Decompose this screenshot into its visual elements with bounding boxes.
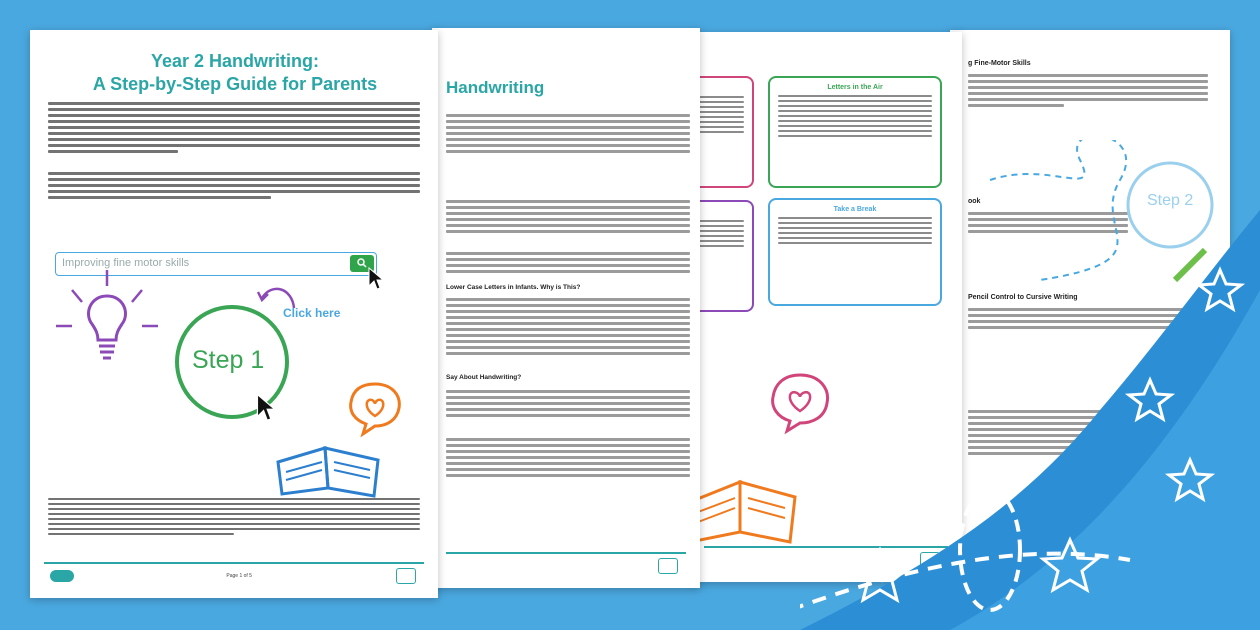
page2-footer bbox=[446, 552, 686, 580]
page2-paragraph-4 bbox=[446, 298, 690, 358]
page2-paragraph-6 bbox=[446, 438, 690, 480]
guide-page-2 bbox=[432, 28, 700, 588]
lightbulb-icon bbox=[52, 266, 162, 376]
page1-intro-paragraph bbox=[48, 102, 420, 156]
box-title-letters-in-air: Letters in the Air bbox=[827, 84, 883, 91]
page2-paragraph-2 bbox=[446, 200, 690, 236]
search-icon bbox=[357, 258, 367, 268]
step-1-label: Step 1 bbox=[192, 346, 265, 374]
page4-heading-cursive: Pencil Control to Cursive Writing bbox=[968, 294, 1078, 301]
decorative-wave-stars bbox=[800, 210, 1260, 630]
page1-instructions-paragraph bbox=[48, 172, 420, 202]
activity-box-letters-in-air bbox=[768, 76, 942, 188]
page2-heading-b: Say About Handwriting? bbox=[446, 374, 522, 381]
step-2-label: Step 2 bbox=[1147, 192, 1194, 209]
page2-title: Handwriting bbox=[446, 78, 545, 97]
page4-heading-book: ook bbox=[968, 198, 981, 205]
page4-heading-top: g Fine-Motor Skills bbox=[968, 60, 1031, 67]
page4-paragraph-1 bbox=[968, 74, 1208, 110]
page1-footer-logo bbox=[396, 568, 416, 584]
guide-page-1 bbox=[30, 30, 438, 598]
page1-footer-page: Page 1 of 5 bbox=[226, 573, 252, 579]
click-here-label: Click here bbox=[283, 306, 341, 320]
page2-heading-a: Lower Case Letters in Infants. Why is This? bbox=[446, 284, 581, 291]
page1-closing-paragraph bbox=[48, 498, 420, 538]
page2-paragraph-1 bbox=[446, 114, 690, 156]
search-input[interactable]: Improving fine motor skills bbox=[62, 257, 190, 269]
page1-title-line-1: Year 2 Handwriting: bbox=[150, 51, 320, 71]
twinkl-logo bbox=[50, 570, 74, 582]
page1-title-line-2: A Step-by-Step Guide for Parents bbox=[92, 74, 378, 94]
page1-footer bbox=[44, 562, 424, 590]
mouse-pointer-icon-step1 bbox=[255, 392, 277, 424]
box-title-take-a-break: Take a Break bbox=[833, 206, 877, 213]
open-book-icon-blue bbox=[270, 422, 390, 502]
open-book-icon-orange bbox=[690, 442, 810, 552]
page2-paragraph-5 bbox=[446, 390, 690, 420]
page2-footer-logo bbox=[658, 558, 678, 574]
mouse-pointer-icon bbox=[367, 266, 385, 292]
page2-paragraph-3 bbox=[446, 252, 690, 276]
